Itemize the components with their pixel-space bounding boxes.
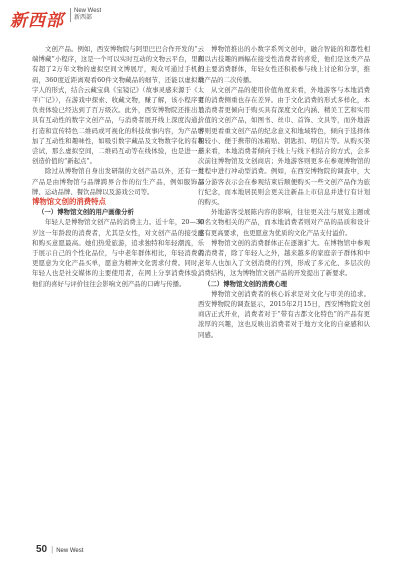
magazine-logo-english xyxy=(70,8,101,22)
paragraph: 文创产品。例如，西安博物院与阿里巴巴合作开发的“云端博藏”小程序，这是一个可以实时互动的文物云平台，里面有超了2万年文物的虚拟空间文博展厅，观众可通过手机扫码，360度近距离观看60件文物藏品的细节，还能以虚拟数字人的形式，结合云藏宝典《宝镜记》（故事灵感来源于《太平广记》），在游戏中探索、收藏文物，赚了解，该小程序更负责体验已经达到了百万级次。此外，西安博物院还推出了具有互动性的数字文创产品，与消费者展开线上深度沟通，打造和宣传特色二维码或可视化的科技故事内容，为产品增加了互动性和趣味性，如吸引数字藏品及文物数字化的有趣尝试，那么虚拟空间，二维码互动等在线体验，也是进一步创造价值的“新起点”。 xyxy=(32,45,204,166)
page-footer xyxy=(36,544,83,555)
footer-brand: New West xyxy=(56,548,84,554)
page-header xyxy=(0,0,402,34)
left-column xyxy=(32,44,204,289)
subsection-title: （二）博物馆文创的消费心理 xyxy=(204,279,288,288)
magazine-logo: 新西部 xyxy=(10,11,64,31)
section-title: 博物馆文创的消费特点 xyxy=(32,197,106,207)
paragraph: 外地游客受展陈内容的影响，往往更关注与展览主题或知名文物相关的产品，而本地消费者则对产品的品质和设计感有更高要求，也更愿意为优质的文化产品支付溢价。 xyxy=(198,208,370,237)
paragraph: 除过从博物馆自身出发研制的文创产品以外，还有一类产品是由博物馆与品牌跨界合作的衍生产品，例如服饰品牌、运动品牌、餐饮品牌以及游戏公司等。 xyxy=(32,167,204,196)
footer-divider: | xyxy=(51,545,54,554)
page-number: 50 xyxy=(36,544,48,555)
paragraph: 年轻人是博物馆文创产品的消费主力。近十年，20—30岁这一年龄段的消费者，尤其是女性，对文创产品的接受度和购买意愿最高。她们热爱旅游，追求独特和年轻潮流，乐于展示自己的个性化品位，与中老年群体相比，年轻消费者更愿意为文化产品买单，愿意为精神文化需求付费。同时，年轻人也是社交媒体的主要使用者，在网上分享消费体验，他们的喜好与评价往往会影响文创产品的口碑与传播。 xyxy=(32,218,204,288)
logo-english-line-2: 新西部 xyxy=(74,15,93,21)
right-column xyxy=(198,44,370,340)
paragraph: 博物馆文创消费者的核心诉求是对文化与审美的追求。西安博物院的调查显示，2015年2月15日，西安博物院文创商店正式开业，消费者对于“带有古都文化特色”的产品有更浓厚的兴趣，这也反映出消费者对于地方文化的自豪感和认同感。 xyxy=(198,289,370,339)
subsection-title: （一）博物馆文创的用户画像分析 xyxy=(38,208,134,217)
logo-english-line-1: New West xyxy=(74,8,102,14)
paragraph: 博物馆推出的小数字系列文创中，融合智能的和都性相和以古技趣的画幅在接受性消费者的喜爱，他们是这类产品的主要消费群体，年轻女性还积极参与线上讨论和分享，推动产品的二次传播。 xyxy=(198,45,370,84)
paragraph: 从文创产品的使用价值角度来看，外地游客与本地消费者的消费侧重也存在差异。由于文化消费的形式多样化，本地消费者更倾向于购买具有深度文化内涵、精美工艺和实用价值的文创产品，如图书、丝巾、首饰、文具等，而外地游客则更看重文创产品的纪念意义和地域特色，倾向于选择体积较小、便于携带的冰箱贴、钥匙扣、明信片等。从购买渠道来看，本地消费者倾向于线上与线下相结合的方式，会多次前往博物馆及文创商店；外地游客则更多在参观博物馆的过程中进行冲动型消费。例如，在西安博物院的调查中，大部分游客表示会在参观结束后顺便购买一些文创产品作为旅行纪念，而本地居民则会更关注新品上市信息并进行有计划的购买。 xyxy=(198,85,370,207)
paragraph: 博物馆文创的消费群体正在逐渐扩大。在博物馆中参观的消费者，除了年轻人之外，越来越多的家庭亲子群体和中老年人也加入了文创消费的行列，形成了多元化、多层次的消费结构，这为博物馆文创产品的开发提出了新要求。 xyxy=(198,238,370,278)
